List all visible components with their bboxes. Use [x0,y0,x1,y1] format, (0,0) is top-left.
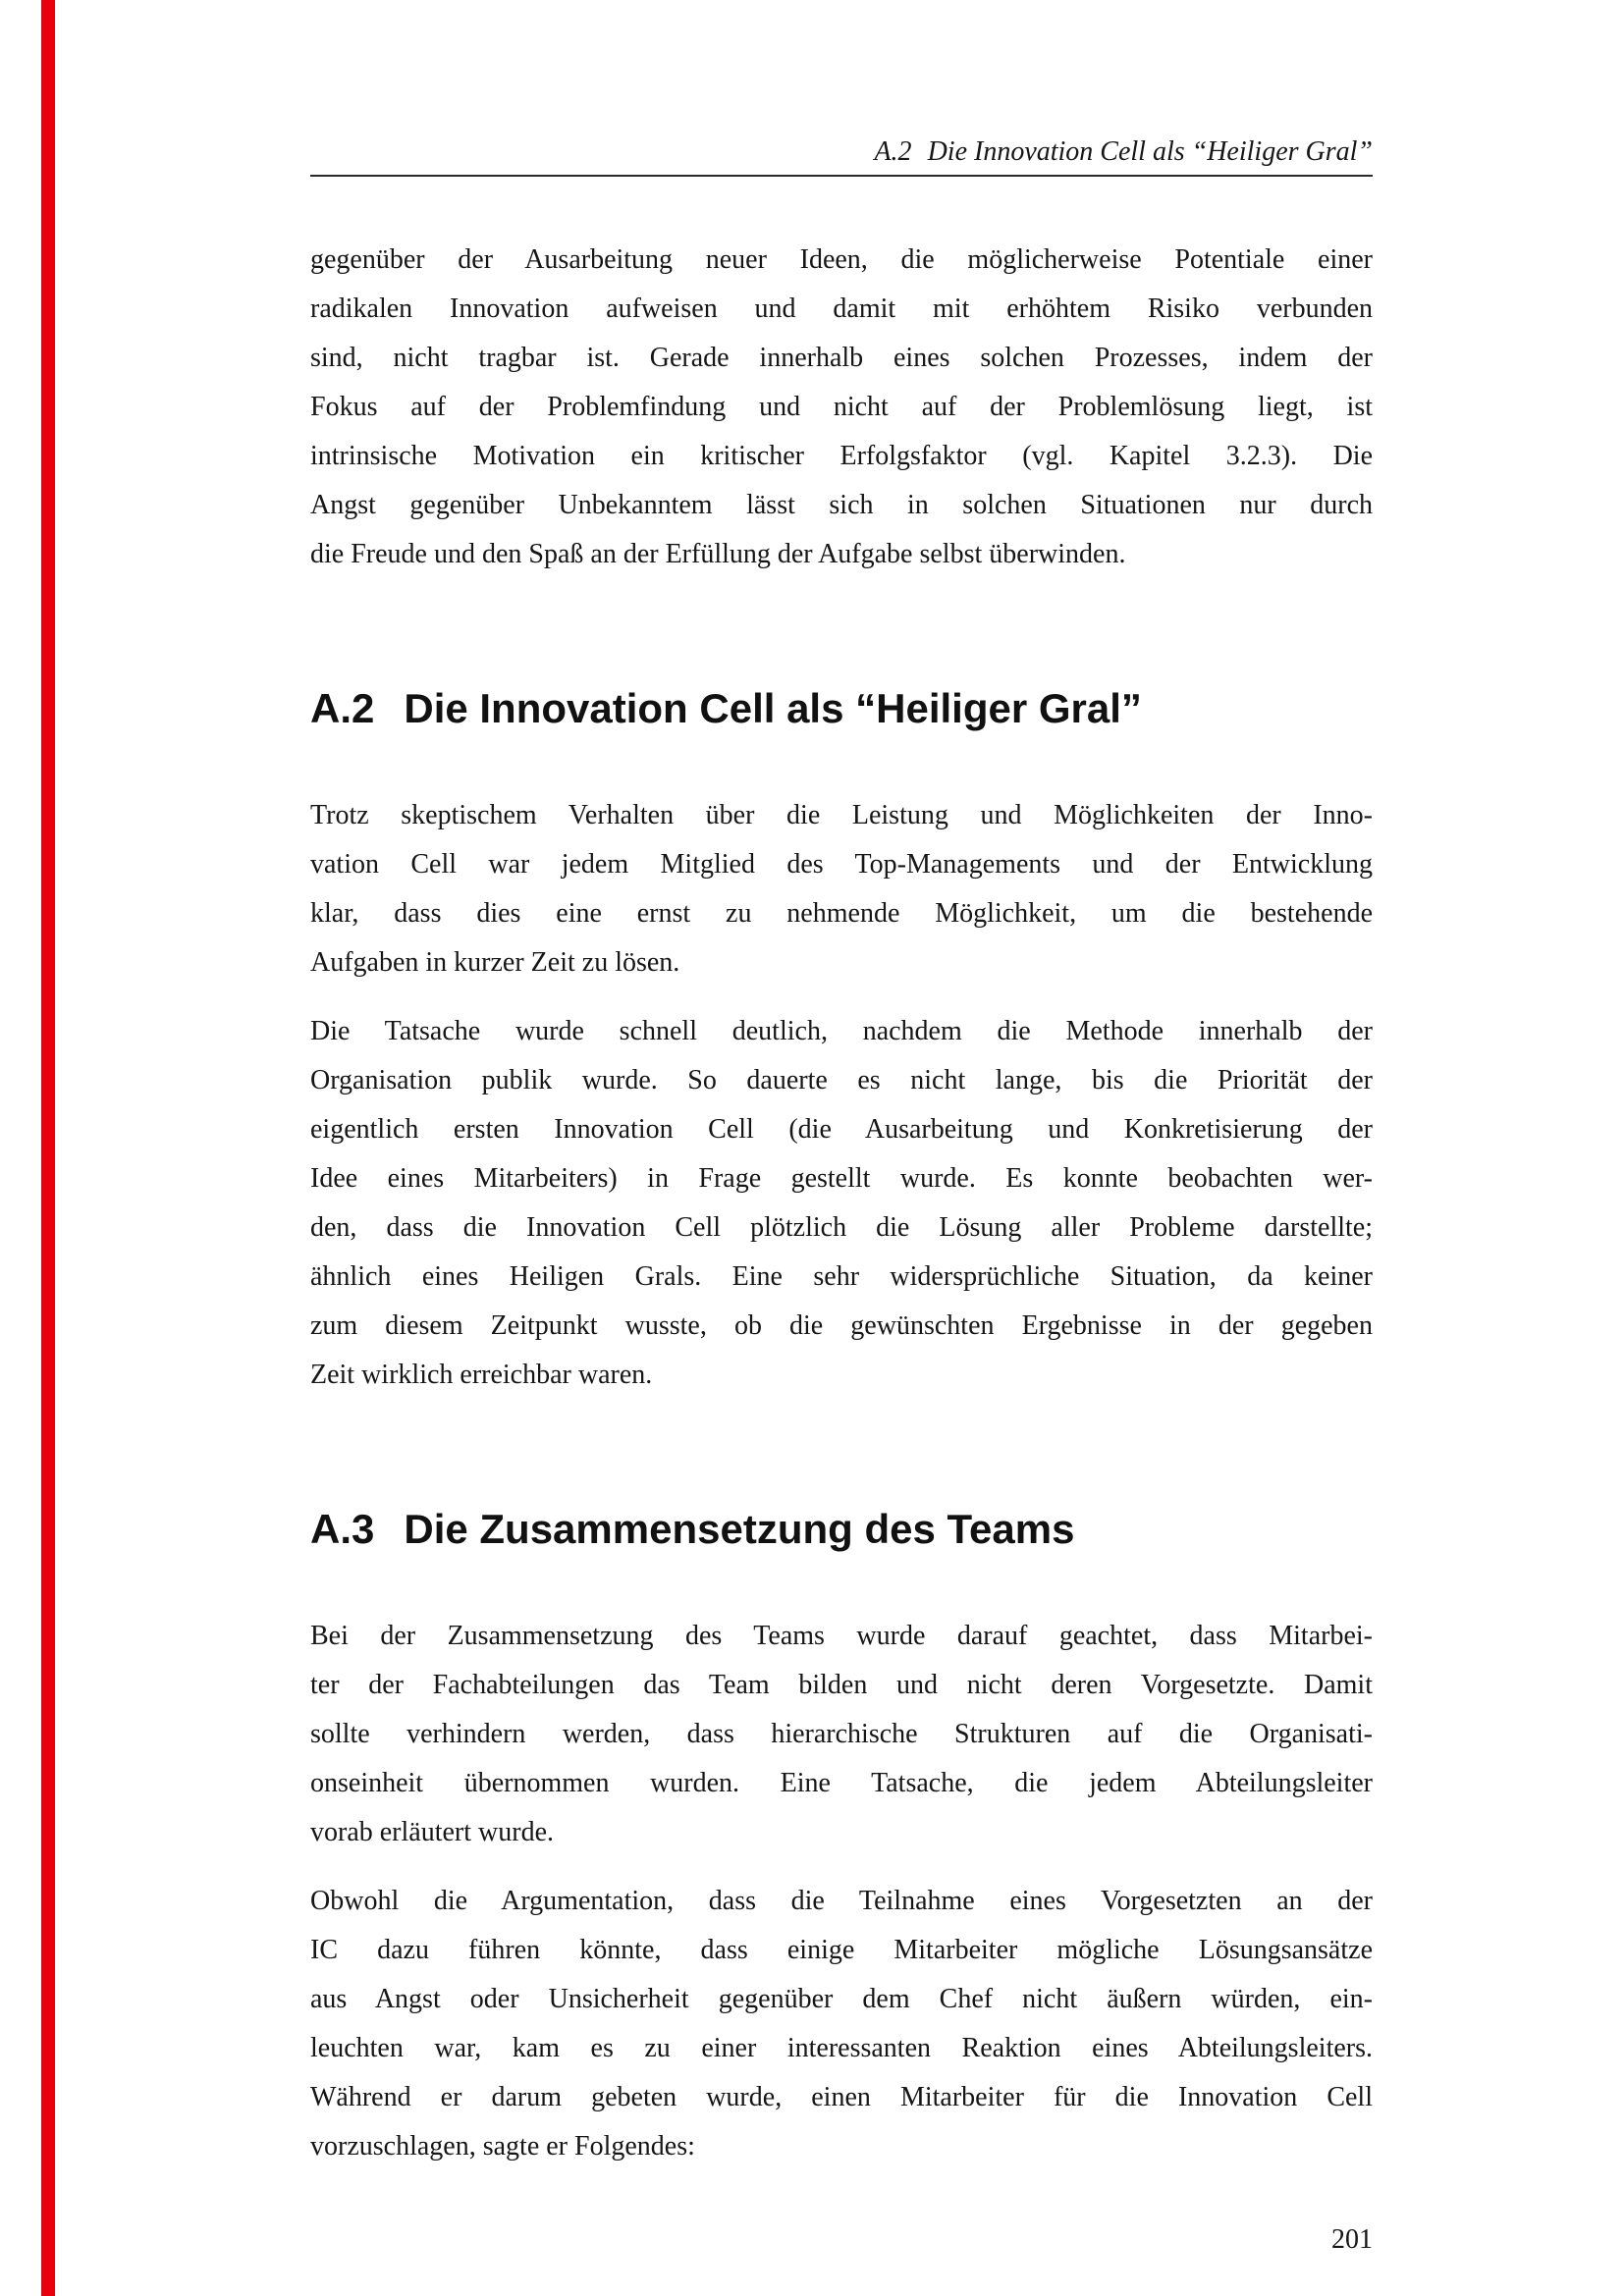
page-number: 201 [1331,2224,1373,2255]
text-line: IC dazu führen könnte, dass einige Mitarbeiter mögliche Lösungsansätze [310,1935,1373,1965]
text-line: Trotz skeptischem Verhalten über die Leistung und Möglichkeiten der Inno- [310,800,1373,830]
text-line: eigentlich ersten Innovation Cell (die Ausarbeitung und Konkretisierung der [310,1114,1373,1145]
text-line: ter der Fachabteilungen das Team bilden und nicht deren Vorgesetzte. Damit [310,1670,1373,1700]
text-line: Die Tatsache wurde schnell deutlich, nachdem die Methode innerhalb der [310,1016,1373,1046]
running-head-section-title: Die Innovation Cell als “Heiliger Gral” [927,136,1373,167]
text-line: sind, nicht tragbar ist. Gerade innerhalb eines solchen Prozesses, indem der [310,343,1373,373]
text-line: Zeit wirklich erreichbar waren. [310,1360,653,1390]
section-title: Die Innovation Cell als “Heiliger Gral” [404,685,1142,731]
section-number: A.3 [310,1506,375,1552]
text-line: gegenüber der Ausarbeitung neuer Ideen, die möglicherweise Potentiale einer [310,244,1373,275]
text-line: zum diesem Zeitpunkt wusste, ob die gewünschten Ergebnisse in der gegeben [310,1310,1373,1341]
document-body [310,236,1373,2171]
running-head-section-number: A.2 [874,136,912,167]
text-line: Fokus auf der Problemfindung und nicht auf der Problemlösung liegt, ist [310,392,1373,422]
text-line: vorzuschlagen, sagte er Folgendes: [310,2131,695,2162]
document-page [310,0,1373,2191]
text-line: radikalen Innovation aufweisen und damit mit erhöhtem Risiko verbunden [310,294,1373,324]
text-line: ähnlich eines Heiligen Grals. Eine sehr widersprüchliche Situation, da keiner [310,1261,1373,1292]
text-line: Obwohl die Argumentation, dass die Teilnahme eines Vorgesetzten an der [310,1886,1373,1916]
margin-marker-bar [41,0,55,2296]
running-head [310,137,1373,167]
section-number: A.2 [310,685,375,731]
text-line: leuchten war, kam es zu einer interessanten Reaktion eines Abteilungsleiters. [310,2033,1373,2063]
text-line: den, dass die Innovation Cell plötzlich die Lösung aller Probleme darstellte; [310,1212,1373,1243]
text-line: vorab erläutert wurde. [310,1817,554,1847]
text-line: Während er darum gebeten wurde, einen Mitarbeiter für die Innovation Cell [310,2082,1373,2112]
section-heading [310,1504,1373,1555]
section-title: Die Zusammensetzung des Teams [404,1506,1075,1552]
text-line: Organisation publik wurde. So dauerte es nicht lange, bis die Priorität der [310,1065,1373,1095]
text-line: aus Angst oder Unsicherheit gegenüber dem Chef nicht äußern würden, ein- [310,1984,1373,2014]
paragraph [310,1877,1373,2171]
text-line: intrinsische Motivation ein kritischer Erfolgsfaktor (vgl. Kapitel 3.2.3). Die [310,441,1373,471]
paragraph [310,1007,1373,1400]
text-line: Idee eines Mitarbeiters) in Frage gestellt wurde. Es konnte beobachten wer- [310,1163,1373,1194]
text-line: Angst gegenüber Unbekanntem lässt sich in solchen Situationen nur durch [310,490,1373,520]
paragraph [310,791,1373,988]
text-line: vation Cell war jedem Mitglied des Top-Managements und der Entwicklung [310,849,1373,880]
text-line: Bei der Zusammensetzung des Teams wurde darauf geachtet, dass Mitarbei- [310,1621,1373,1651]
text-line: Aufgaben in kurzer Zeit zu lösen. [310,947,680,978]
paragraph [310,236,1373,579]
text-line: sollte verhindern werden, dass hierarchische Strukturen auf die Organisati- [310,1719,1373,1749]
paragraph [310,1612,1373,1857]
section-heading [310,683,1373,734]
text-line: klar, dass dies eine ernst zu nehmende Möglichkeit, um die bestehende [310,898,1373,929]
text-line: die Freude und den Spaß an der Erfüllung der Aufgabe selbst überwinden. [310,539,1126,569]
header-rule [310,175,1373,177]
text-line: onseinheit übernommen wurden. Eine Tatsache, die jedem Abteilungsleiter [310,1768,1373,1798]
